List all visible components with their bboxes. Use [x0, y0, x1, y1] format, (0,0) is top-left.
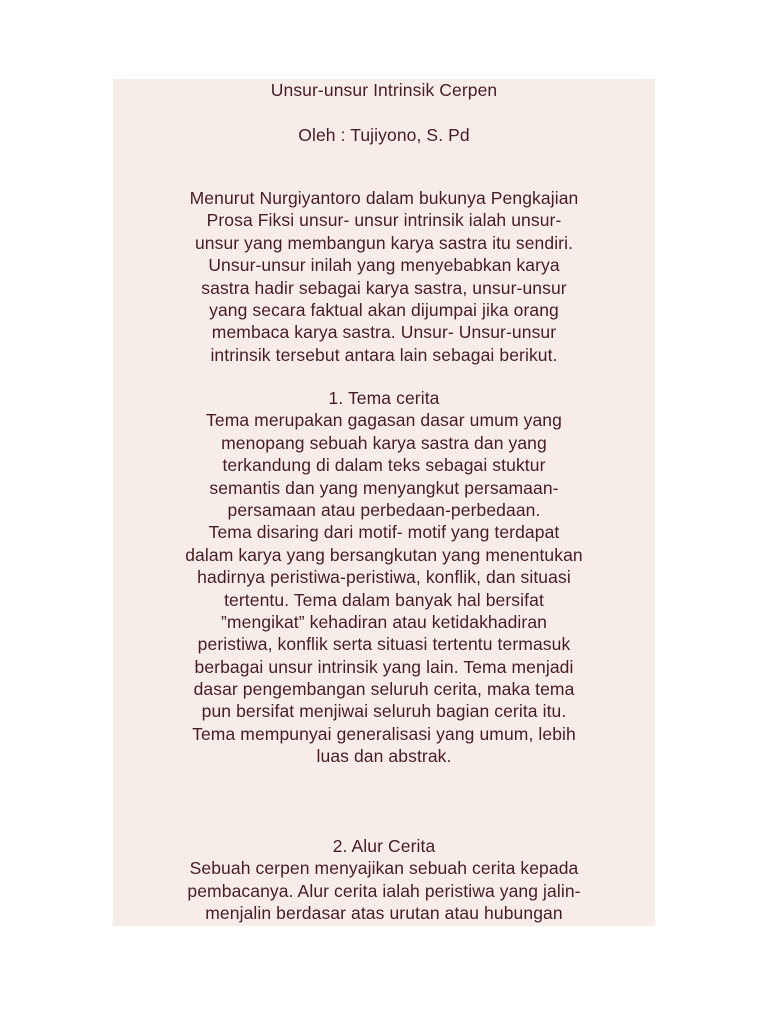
author-text: Oleh : Tujiyono, S. Pd [298, 125, 470, 145]
paragraph-line: intrinsik tersebut antara lain sebagai berikut. [210, 344, 558, 365]
paragraph-line: persamaan atau perbedaan-perbedaan. [227, 499, 541, 520]
paragraph-line: pembacanya. Alur cerita ialah peristiwa yang jalin- [187, 880, 581, 901]
paragraph-line: membaca karya sastra. Unsur- Unsur-unsur [211, 322, 557, 343]
section-heading: 2. Alur Cerita [332, 836, 436, 856]
paragraph-line: Tema mempunyai generalisasi yang umum, lebih [192, 723, 576, 744]
paragraph-line: terkandung di dalam teks sebagai stuktur [222, 455, 546, 476]
section-heading: 1. Tema cerita [328, 388, 440, 408]
paragraph-line: pun bersifat menjiwai seluruh bagian cerita itu. [201, 701, 567, 722]
paragraph-line: dasar pengembangan seluruh cerita, maka tema [193, 679, 575, 700]
section-alur [113, 835, 655, 925]
paragraph-line: hadirnya peristiwa-peristiwa, konflik, dan situasi [197, 567, 571, 588]
paragraph-line: luas dan abstrak. [316, 746, 452, 767]
paragraph-line: ”mengikat” kehadiran atau ketidakhadiran [221, 611, 547, 632]
paragraph-line: Tema merupakan gagasan dasar umum yang [206, 410, 562, 431]
paragraph-line: menopang sebuah karya sastra dan yang [221, 432, 547, 453]
paragraph-line: menjalin berdasar atas urutan atau hubungan [205, 903, 563, 924]
paragraph-line: Sebuah cerpen menyajikan sebuah cerita kepada [189, 858, 579, 879]
paragraph-line: berbagai unsur intrinsik yang lain. Tema menjadi [194, 656, 574, 677]
title-text: Unsur-unsur Intrinsik Cerpen [270, 80, 498, 100]
paragraph-line: tertentu. Tema dalam banyak hal bersifat [224, 589, 544, 610]
document-page [113, 79, 655, 926]
paragraph-line: Unsur-unsur inilah yang menyebabkan karya [208, 255, 560, 276]
paragraph-line: peristiwa, konflik serta situasi tertentu termasuk [197, 634, 571, 655]
paragraph-line: semantis dan yang menyangkut persamaan- [209, 477, 559, 498]
paragraph-line: Menurut Nurgiyantoro dalam bukunya Pengkajian [189, 188, 579, 208]
paragraph-line: sastra hadir sebagai karya sastra, unsur-unsur [201, 277, 567, 298]
paragraph-line: yang secara faktual akan dijumpai jika orang [209, 299, 559, 320]
section-tema [113, 387, 655, 768]
paragraph-line: Tema disaring dari motif- motif yang terdapat [208, 522, 560, 543]
document-author [113, 124, 655, 146]
document-title [113, 79, 655, 101]
paragraph-line: unsur yang membangun karya sastra itu sendiri. [194, 232, 574, 253]
paragraph-line: Prosa Fiksi unsur- unsur intrinsik ialah unsur- [206, 210, 562, 231]
paragraph-line: dalam karya yang bersangkutan yang menentukan [185, 544, 583, 565]
intro-paragraph [113, 187, 655, 366]
